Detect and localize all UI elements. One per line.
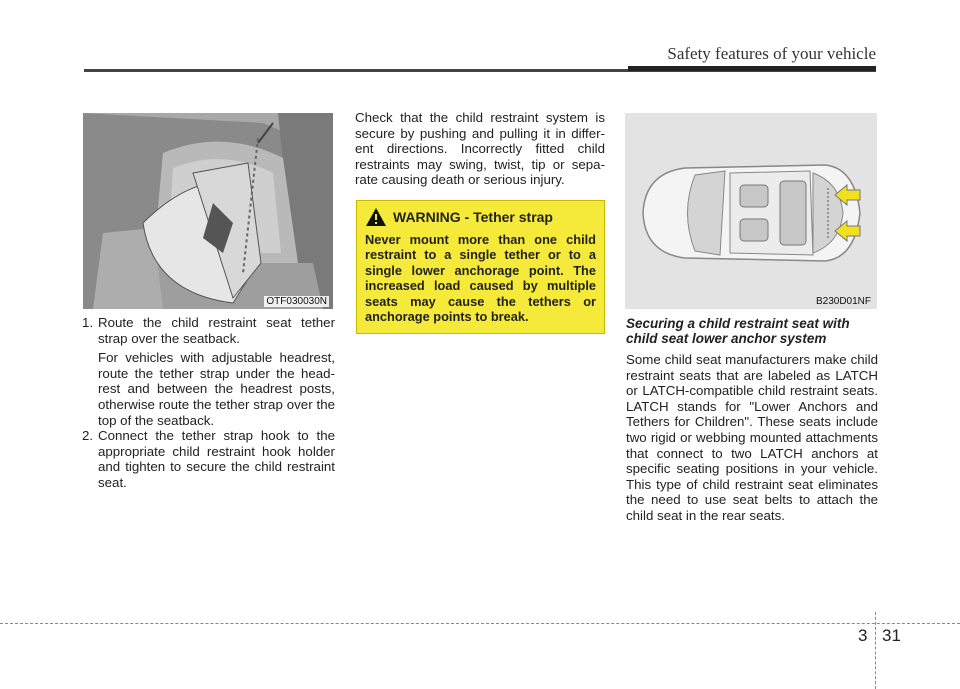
warning-box [356, 200, 605, 334]
car-top-view-illustration [625, 113, 877, 309]
list-item [82, 315, 335, 428]
header-title: Safety features of your vehicle [667, 44, 876, 63]
page-number: 31 [882, 626, 901, 645]
child-seat-drawing [83, 113, 333, 309]
car-top-view-drawing [625, 113, 877, 309]
footer-divider [875, 612, 876, 689]
section-subheading: Securing a child restraint seat with child seat lower anchor system [626, 316, 850, 346]
figure-caption: B230D01NF [815, 296, 871, 307]
column-3 [626, 316, 878, 524]
warning-header [365, 207, 596, 227]
warning-body: Never mount more than one child restraint to a single tether or to a single lower anchorage point. The increased load caused by multiple seats may cause the tethers or anchorage points to break. [365, 232, 596, 325]
list-item [82, 428, 335, 490]
list-text: Route the child restraint seat tether strap over the seatback. [98, 315, 335, 346]
body-paragraph: Some child seat manufacturers make child restraint seats that are labeled as LATCH or LATCH-compatible child restraint seats. LATCH stands for "Lower Anchors and Tethers for Children". These seats include two rigid or webbing mounted attachments that connect to two LATCH anchors at specific seating positions in your vehicle. This type of child restraint seat eliminates the need to use seat belts to attach the child seat in the rear seats. [626, 352, 878, 523]
list-text: Connect the tether strap hook to the appropriate child restraint hook holder and tighten to secure the child restraint seat. [98, 428, 335, 490]
chapter-number: 3 [858, 626, 868, 645]
column-1 [82, 315, 335, 491]
header-rule-accent [628, 66, 876, 71]
child-seat-illustration [83, 113, 333, 309]
list-subtext: For vehicles with adjustable headrest, route the tether strap under the head-rest and between the headrest posts, otherwise route the tether strap over the top of the seatback. [98, 350, 335, 428]
warning-title: WARNING - Tether strap [393, 209, 553, 225]
list-number: 1. [82, 315, 94, 330]
figure-caption: OTF030030N [266, 296, 327, 307]
body-paragraph: Check that the child restraint system is secure by pushing and pulling it in differ-ent directions. Incorrectly fitted child restraints may swing, twist, tip or sepa-rate causing death or serious injury. [355, 110, 605, 188]
warning-triangle-icon [365, 207, 387, 227]
column-2 [355, 110, 605, 188]
list-number: 2. [82, 428, 94, 444]
footer-rule [0, 623, 960, 624]
